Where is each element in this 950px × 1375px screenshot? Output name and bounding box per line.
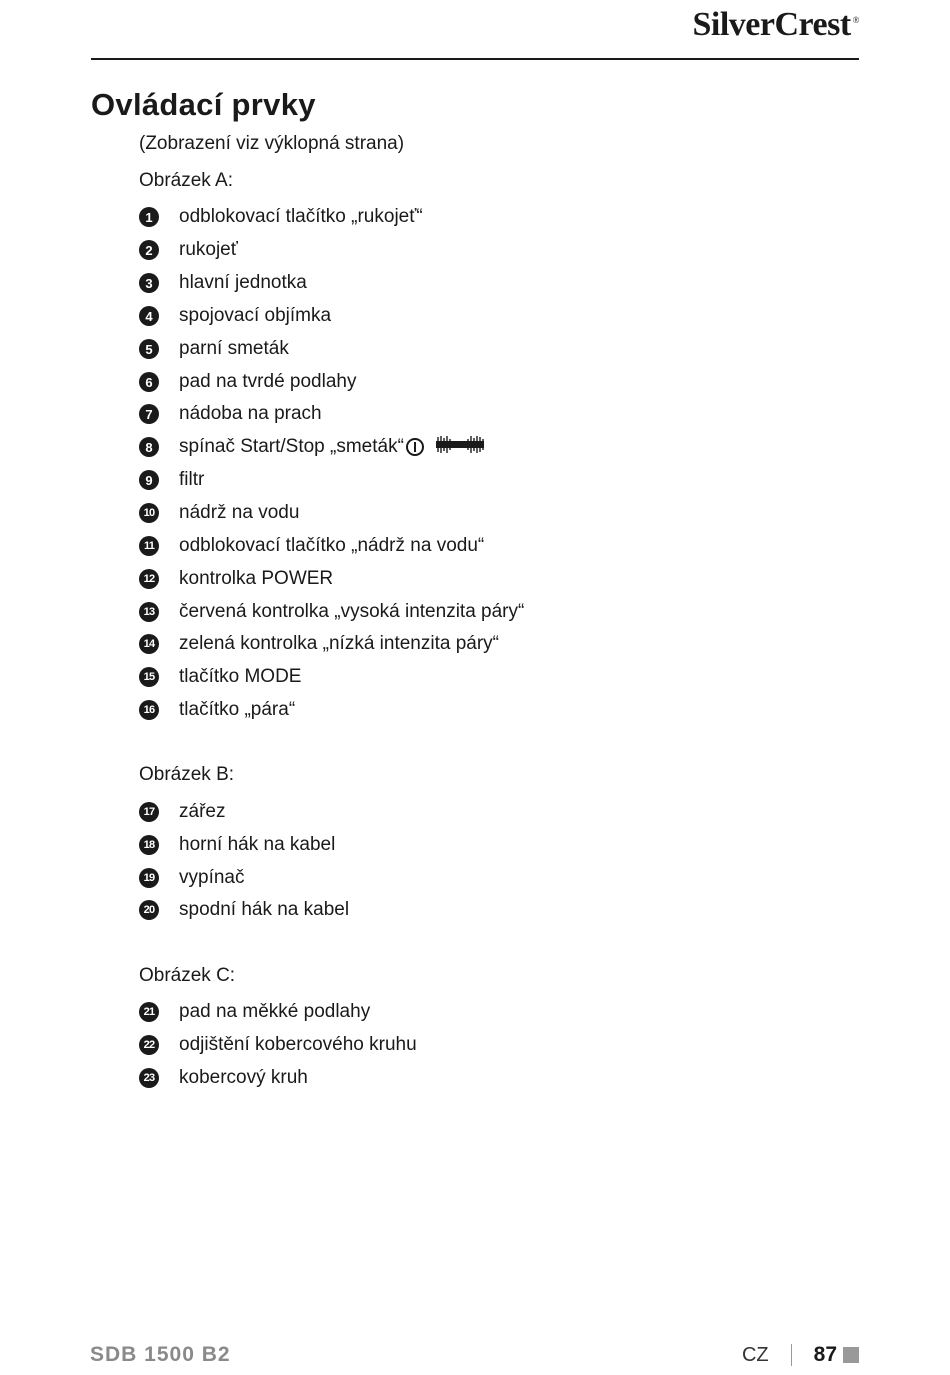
item-number-badge: 19 [139, 868, 159, 888]
page-marker-square [843, 1347, 859, 1363]
model-number: SDB 1500 B2 [90, 1343, 231, 1366]
list-item [139, 1001, 370, 1023]
list-item [139, 899, 349, 921]
figure-a-label: Obrázek A: [139, 170, 233, 191]
list-item [139, 206, 423, 228]
item-text: odblokovací tlačítko „rukojeť“ [179, 206, 423, 227]
item-number-badge: 22 [139, 1035, 159, 1055]
list-item [139, 436, 488, 458]
item-text: červená kontrolka „vysoká intenzita páry“ [179, 601, 525, 622]
item-number-badge: 7 [139, 404, 159, 424]
item-number-badge: 15 [139, 667, 159, 687]
list-item [139, 699, 295, 721]
page-number: 87 [813, 1343, 837, 1366]
item-text: odjištění kobercového kruhu [179, 1034, 417, 1055]
list-item [139, 502, 299, 524]
item-number-badge: 1 [139, 207, 159, 227]
item-text: rukojeť [179, 239, 238, 260]
item-text: pad na tvrdé podlahy [179, 371, 357, 392]
list-item [139, 371, 356, 393]
item-number-badge: 8 [139, 437, 159, 457]
list-item [139, 568, 333, 590]
list-item [139, 801, 225, 823]
item-text: spojovací objímka [179, 305, 332, 326]
item-number-badge: 9 [139, 470, 159, 490]
item-text: filtr [179, 469, 205, 490]
item-text: zářez [179, 801, 226, 822]
list-item [139, 403, 322, 425]
header-rule [91, 58, 859, 60]
list-item [139, 601, 524, 623]
item-number-badge: 4 [139, 306, 159, 326]
list-item [139, 1067, 308, 1089]
item-number-badge: 18 [139, 835, 159, 855]
item-number-badge: 2 [139, 240, 159, 260]
item-number-badge: 13 [139, 602, 159, 622]
item-text: spodní hák na kabel [179, 899, 350, 920]
list-item [139, 272, 307, 294]
item-number-badge: 23 [139, 1068, 159, 1088]
list-item [139, 305, 331, 327]
list-item [139, 633, 499, 655]
item-number-badge: 6 [139, 372, 159, 392]
item-number-badge: 16 [139, 700, 159, 720]
list-item [139, 535, 484, 557]
item-number-badge: 10 [139, 503, 159, 523]
list-item [139, 1034, 417, 1056]
item-number-badge: 5 [139, 339, 159, 359]
page-title: Ovládací prvky [91, 87, 316, 122]
item-text: spínač Start/Stop „smeták“ [179, 436, 404, 457]
footer-separator [791, 1344, 792, 1366]
list-item [139, 834, 335, 856]
item-text: pad na měkké podlahy [179, 1001, 371, 1022]
item-text: vypínač [179, 867, 245, 888]
list-item [139, 666, 301, 688]
page-info [742, 1343, 859, 1367]
item-number-badge: 11 [139, 536, 159, 556]
item-text: tlačítko „pára“ [179, 699, 296, 720]
item-text: hlavní jednotka [179, 272, 307, 293]
item-text: nádrž na vodu [179, 502, 300, 523]
item-text: nádoba na prach [179, 403, 322, 424]
language-code: CZ [741, 1343, 769, 1366]
list-item [139, 338, 289, 360]
item-text: kobercový kruh [179, 1067, 308, 1088]
intro-note: (Zobrazení viz výklopná strana) [139, 133, 405, 154]
item-text: zelená kontrolka „nízká intenzita páry“ [179, 633, 499, 654]
brand-name: SilverCrest [692, 6, 851, 43]
item-number-badge: 14 [139, 634, 159, 654]
item-text: kontrolka POWER [179, 568, 334, 589]
list-item [139, 239, 238, 261]
list-item [139, 469, 204, 491]
item-text: horní hák na kabel [179, 834, 336, 855]
item-number-badge: 12 [139, 569, 159, 589]
item-number-badge: 3 [139, 273, 159, 293]
item-number-badge: 17 [139, 802, 159, 822]
item-text: tlačítko MODE [179, 666, 302, 687]
power-icon [406, 438, 424, 456]
item-number-badge: 20 [139, 900, 159, 920]
brush-icon [432, 434, 488, 460]
item-text: parní smeták [179, 338, 289, 359]
list-item [139, 867, 244, 889]
registered-mark: ® [852, 14, 859, 25]
brand-logo [692, 6, 859, 44]
item-number-badge: 21 [139, 1002, 159, 1022]
figure-c-label: Obrázek C: [139, 965, 236, 986]
item-text: odblokovací tlačítko „nádrž na vodu“ [179, 535, 485, 556]
figure-b-label: Obrázek B: [139, 764, 235, 785]
